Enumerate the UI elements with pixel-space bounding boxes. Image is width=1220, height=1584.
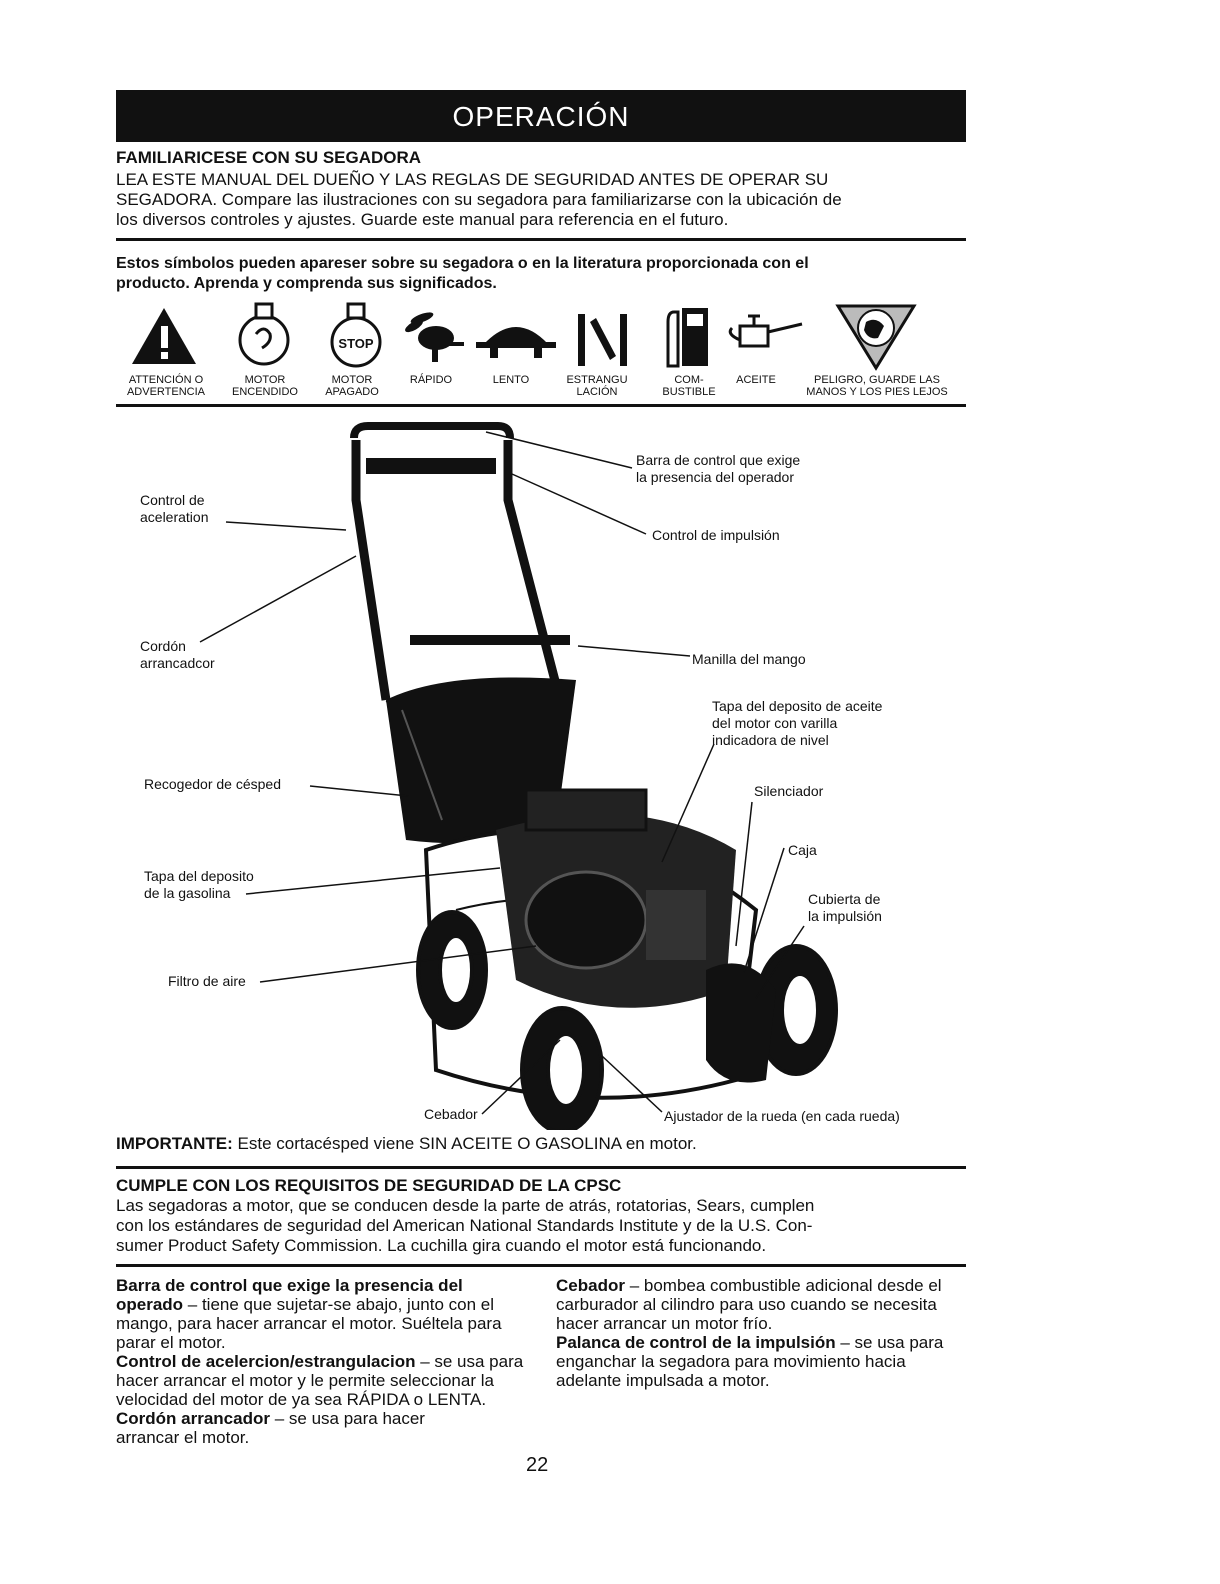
symbol-label-line: COM- xyxy=(674,374,704,386)
stop-text: STOP xyxy=(338,336,374,351)
familiarize-line: LEA ESTE MANUAL DEL DUEÑO Y LAS REGLAS DE SEGURIDAD ANTES DE OPERAR SU xyxy=(116,170,829,189)
symbols-intro-line: Estos símbolos pueden apareser sobre su segadora o en la literatura proporcionada con el xyxy=(116,255,809,272)
label-line: Tapa del deposito de aceite xyxy=(712,698,883,714)
definition-term: Cordón arrancador xyxy=(116,1409,270,1428)
label-control-bar xyxy=(636,452,800,486)
label-drive-cover xyxy=(808,891,882,925)
label-fuel-cap xyxy=(144,868,254,902)
engine-start-icon xyxy=(240,304,288,364)
symbol-label-line: MOTOR xyxy=(331,374,373,386)
label-line: Tapa del deposito xyxy=(144,868,254,884)
definitions-left-column xyxy=(116,1276,528,1447)
divider xyxy=(116,404,966,407)
definition-item xyxy=(116,1276,528,1352)
divider xyxy=(116,1264,966,1267)
drive-cover xyxy=(706,963,776,1082)
label-line: aceleration xyxy=(140,509,209,525)
symbol-label-line: ATTENCIÓN O xyxy=(128,374,204,386)
label-line: la presencia del operador xyxy=(636,469,794,485)
symbol-icons-row xyxy=(116,296,966,372)
cpsc-heading: CUMPLE CON LOS REQUISITOS DE SEGURIDAD DE LA CPSC xyxy=(116,1176,622,1195)
definition-item xyxy=(116,1352,528,1409)
definition-term: Barra de control que exige la presencia del operado xyxy=(116,1276,463,1314)
definition-term: Palanca de control de la impulsión xyxy=(556,1333,836,1352)
symbol-label xyxy=(786,374,968,398)
important-note xyxy=(116,1134,697,1154)
label-starter-cord xyxy=(140,638,215,672)
symbol-label-line: LENTO xyxy=(492,374,530,386)
label-drive-control: Control de impulsión xyxy=(652,527,780,543)
definition-desc: – se usa para enganchar la segadora para movimiento hacia adelante impulsada a motor. xyxy=(556,1333,944,1390)
label-line: Cubierta de xyxy=(808,891,881,907)
symbols-intro-line: producto. Aprenda y comprenda sus significados. xyxy=(116,275,497,292)
symbol-label-line: ACEITE xyxy=(736,374,776,386)
definition-item xyxy=(556,1333,964,1390)
divider xyxy=(116,238,966,241)
choke-icon xyxy=(578,314,627,366)
label-primer: Cebador xyxy=(424,1106,478,1122)
symbol-label xyxy=(478,374,544,386)
label-grass-catcher: Recogedor de césped xyxy=(144,776,281,792)
definition-item xyxy=(116,1409,488,1447)
familiarize-body xyxy=(116,170,976,230)
cpsc-line: sumer Product Safety Commission. La cuchilla gira cuando el motor está funcionando. xyxy=(116,1236,767,1255)
symbol-label xyxy=(728,374,784,386)
definitions-right-column xyxy=(556,1276,964,1390)
definition-term: Cebador xyxy=(556,1276,625,1295)
hand-danger-icon xyxy=(838,306,914,368)
definition-item xyxy=(556,1276,964,1333)
cpsc-body xyxy=(116,1196,976,1256)
symbol-label xyxy=(554,374,640,398)
label-housing: Caja xyxy=(788,842,817,858)
symbol-label xyxy=(396,374,466,386)
engine-stop-icon xyxy=(332,304,380,366)
symbol-label xyxy=(118,374,214,398)
important-label: IMPORTANTE: xyxy=(116,1134,233,1153)
fuel-pump-icon xyxy=(668,308,708,366)
label-line: la impulsión xyxy=(808,908,882,924)
symbol-label xyxy=(316,374,388,398)
symbol-label-line: ENCENDIDO xyxy=(231,386,298,398)
symbol-label-line: MANOS Y LOS PIES LEJOS xyxy=(806,386,948,398)
symbol-label-line: ESTRANGU xyxy=(566,374,628,386)
cpsc-line: Las segadoras a motor, que se conducen desde la parte de atrás, rotatorias, Sears, cumplen xyxy=(116,1196,815,1215)
mower-engine xyxy=(496,790,736,1008)
symbol-label-line: MOTOR xyxy=(244,374,286,386)
definition-desc: – tiene que sujetar-se abajo, junto con el mango, para hacer arrancar el motor. Suéltela para parar el motor. xyxy=(116,1295,502,1352)
important-text: Este cortacésped viene SIN ACEITE O GASOLINA en motor. xyxy=(232,1134,697,1153)
label-line: Cordón xyxy=(140,638,186,654)
label-muffler: Silenciador xyxy=(754,783,824,799)
symbol-label-line: ADVERTENCIA xyxy=(126,386,206,398)
cpsc-line: con los estándares de seguridad del American National Standards Institute y de la U.S. Con- xyxy=(116,1216,813,1235)
oil-can-icon xyxy=(730,316,802,346)
label-line: Barra de control que exige xyxy=(636,452,801,468)
section-title-banner: OPERACIÓN xyxy=(116,90,966,142)
warning-triangle-icon xyxy=(132,308,196,364)
familiarize-heading: FAMILIARICESE CON SU SEGADORA xyxy=(116,148,422,167)
label-line: del motor con varilla xyxy=(712,715,838,731)
label-line: de la gasolina xyxy=(144,885,231,901)
label-throttle-control xyxy=(140,492,209,526)
symbol-label xyxy=(650,374,728,398)
turtle-slow-icon xyxy=(476,327,556,358)
symbol-label xyxy=(222,374,308,398)
definition-desc: – se usa para hacer arrancar el motor y le permite seleccionar la velocidad del motor de ya sea RÁPIDA o LENTA. xyxy=(116,1352,524,1409)
definition-desc: – se usa para hacer arrancar el motor. xyxy=(116,1409,425,1447)
symbol-label-line: APAGADO xyxy=(325,386,379,398)
symbol-label-line: PELIGRO, GUARDE LAS xyxy=(814,374,940,386)
page-number: 22 xyxy=(526,1454,549,1476)
familiarize-line: los diversos controles y ajustes. Guarde este manual para referencia en el futuro. xyxy=(116,210,729,229)
label-handle-knob: Manilla del mango xyxy=(692,651,806,667)
label-line: indicadora de nivel xyxy=(712,732,829,748)
symbol-label-line: RÁPIDO xyxy=(409,374,453,386)
divider xyxy=(116,1166,966,1169)
mower-illustration xyxy=(116,410,966,1130)
rabbit-fast-icon xyxy=(403,310,464,362)
label-line: arrancadcor xyxy=(140,655,215,671)
symbol-label-line: LACIÓN xyxy=(576,386,618,398)
definition-term: Control de acelercion/estrangulacion xyxy=(116,1352,416,1371)
familiarize-line: SEGADORA. Compare las ilustraciones con su segadora para familiarizarse con la ubicación de xyxy=(116,190,842,209)
symbol-label-line: BUSTIBLE xyxy=(662,386,716,398)
label-oil-cap xyxy=(712,698,882,749)
symbols-intro xyxy=(116,254,976,294)
label-air-filter: Filtro de aire xyxy=(168,973,246,989)
label-wheel-adjuster: Ajustador de la rueda (en cada rueda) xyxy=(664,1108,900,1124)
definition-desc: – bombea combustible adicional desde el carburador al cilindro para uso cuando se necesita hacer arrancar un motor frío. xyxy=(556,1276,942,1333)
label-line: Control de xyxy=(140,492,205,508)
